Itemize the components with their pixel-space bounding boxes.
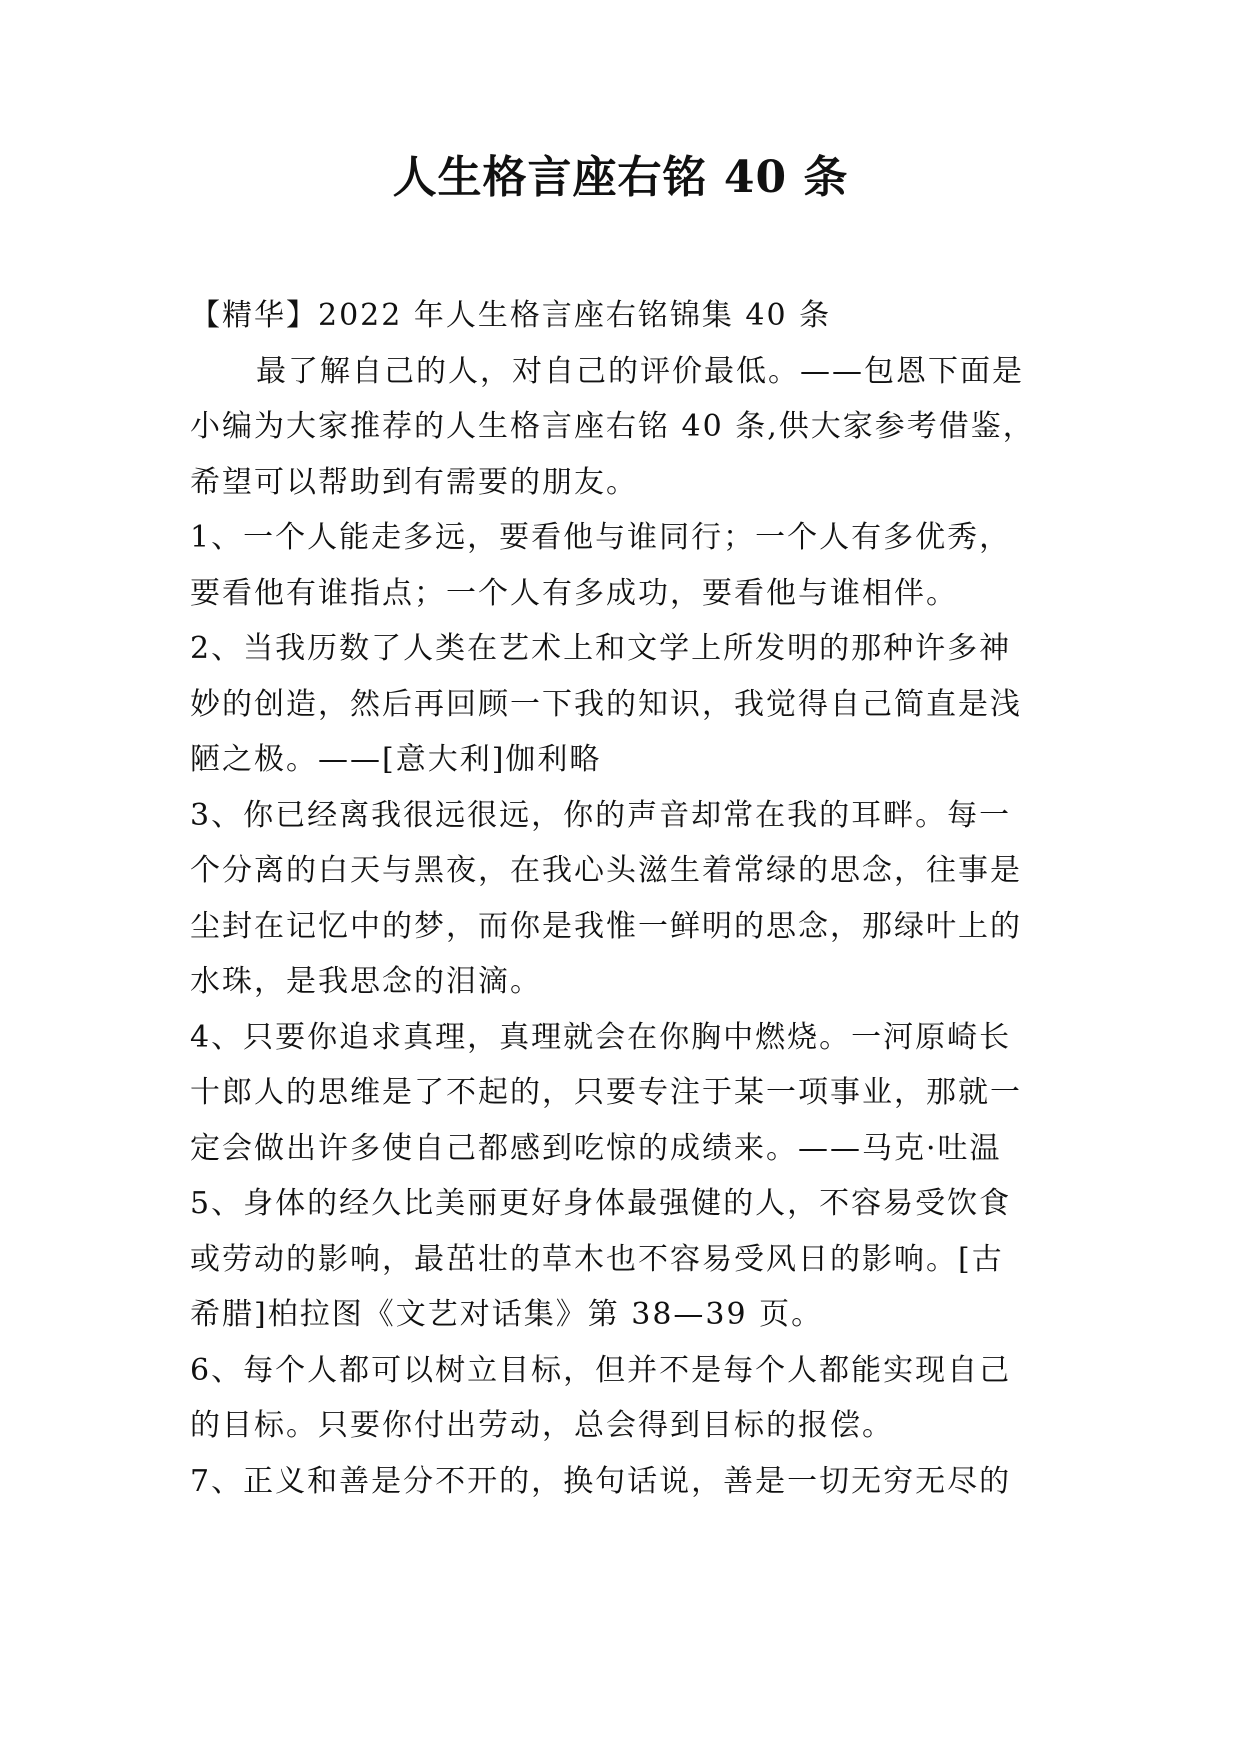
quote-3-line: 水珠，是我思念的泪滴。 [190,964,542,999]
quote-3-line: 个分离的白天与黑夜，在我心头滋生着常绿的思念，往事是 [190,853,1022,888]
quote-7-line: 7、正义和善是分不开的，换句话说，善是一切无穷无尽的 [190,1463,1012,1499]
quote-4-line: 十郎人的思维是了不起的，只要专注于某一项事业，那就一 [190,1075,1022,1110]
subtitle-line: 【精华】2022 年人生格言座右铭锦集 40 条 [190,298,832,333]
quote-5-line: 希腊]柏拉图《文艺对话集》第 38—39 页。 [190,1297,824,1332]
intro-line: 小编为大家推荐的人生格言座右铭 40 条,供大家参考借鉴， [190,409,1035,444]
quote-1-line: 1、一个人能走多远，要看他与谁同行；一个人有多优秀， [190,520,1012,555]
intro-line: 最了解自己的人，对自己的评价最低。——包恩下面是 [256,353,1024,389]
quote-3-line: 尘封在记忆中的梦，而你是我惟一鲜明的思念，那绿叶上的 [190,908,1022,944]
intro-line: 希望可以帮助到有需要的朋友。 [190,464,638,500]
document-body [190,288,1070,1509]
quote-4-line: 定会做出许多使自己都感到吃惊的成绩来。——马克·吐温 [190,1130,1002,1166]
quote-5-line: 或劳动的影响，最茁壮的草木也不容易受风日的影响。[古 [190,1241,1004,1277]
quote-3-line: 3、你已经离我很远很远，你的声音却常在我的耳畔。每一 [190,797,1012,833]
quote-2-line: 陋之极。——[意大利]伽利略 [190,742,602,777]
quote-2-line: 2、当我历数了人类在艺术上和文学上所发明的那种许多神 [190,631,1012,666]
quote-6-line: 的目标。只要你付出劳动，总会得到目标的报偿。 [190,1408,894,1443]
quote-2-line: 妙的创造，然后再回顾一下我的知识，我觉得自己简直是浅 [190,686,1022,722]
page-title: 人生格言座右铭 40 条 [392,152,849,203]
quote-1-line: 要看他有谁指点；一个人有多成功，要看他与谁相伴。 [190,575,958,611]
quote-5-line: 5、身体的经久比美丽更好身体最强健的人，不容易受饮食 [190,1186,1012,1221]
quote-4-line: 4、只要你追求真理，真理就会在你胸中燃烧。一河原崎长 [190,1019,1012,1055]
quote-6-line: 6、每个人都可以树立目标，但并不是每个人都能实现自己 [190,1352,1012,1388]
